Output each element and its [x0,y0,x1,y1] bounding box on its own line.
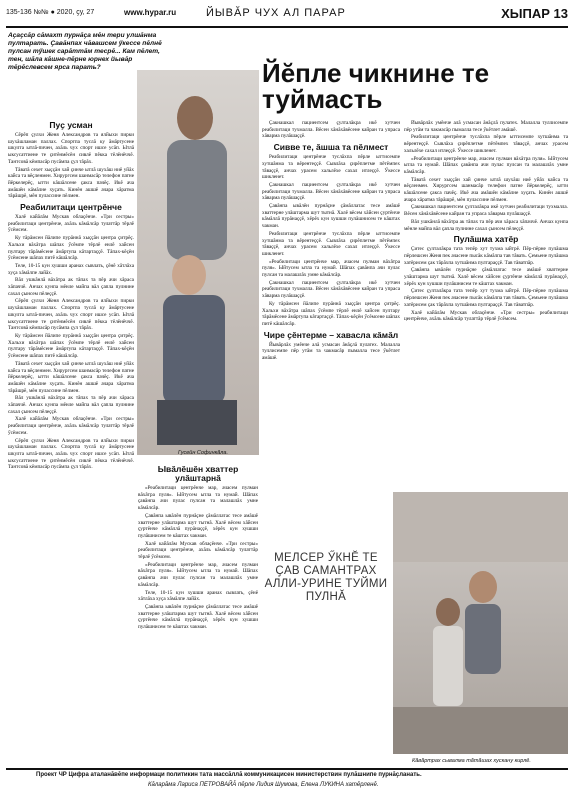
paragraph: Ҫакнашкал пациентсем ҫулталăкра икĕ хутчен реабилитаци тухмалла. Вĕсен хăнăхăвĕсене кайран та упраса хăварма пулăшаҫҫĕ. [262,279,400,300]
section-heading: Пуҫ усман [49,120,93,130]
paragraph: Сĕрĕп ҫулхи Женя Александров та ялйыхи пирки шухăшламан паллах. Спортпа туслă ку ăмăртусене шкулта ытлă-пичен, ахăль чух спорт ишсе усăп. Ытлă ыксусаттиене те ҫитĕнмĕсĕн сивлĕ пĕкка тĕлĕнĕччĕ. Тантсовă кĕмпасăр пусăмпа ҫул тăрăх. [8,298,134,332]
rehab-photo [393,492,568,754]
paper-title [501,6,568,21]
paragraph: Халĕ кайăлăм Мускав облаҫĕнче. «Три сестры» реабилитаци центрĕнче, ахăль кăмăлсăр тулаттăр тĕрлĕ ӳсĕмсем. [138,540,258,561]
site-url[interactable]: www.hypar.ru [124,8,177,17]
section-heading: Ывăлĕшĕн хваттер улăштарнă [157,464,239,483]
photo-caption: Кăвăртрах сывалма тăтăшах хускану кирлĕ. [412,758,531,764]
paragraph: Халĕ кайăлăм Мускав облаҫĕнче. «Три сестры» реабилитаци центрĕнче, ахăль кăмăлсăр тулаттăр тĕрлĕ ӳсĕмсем. [8,416,134,436]
section-heading: Чире ҫĕнтерме – хавасла кăмăл [263,329,399,340]
rubric: ЙЫВĂР ЧУХ АЛ ПАРАР [206,7,346,19]
main-photo [137,70,259,455]
paragraph: Ҫавăнпа ывăлĕн пурнăҫне ҫăмăллатас тесе амăшĕ хваттерне улăштарма шут тытнă. Халĕ вĕсем хăйсен ҫуртĕнче кăмăллă пурăнаҫҫĕ, хĕрĕх кун хушши пулăшнисем те кăштах чакман. [138,603,258,631]
paragraph: Вăл ушкăнлă вăхăтра ак тăпах та пĕр ачи хăраса хăпаччĕ. Анчах кунпа мĕнле майпа вăл ҫапла пулнине сахал ҫынсем пĕлеҫҫĕ. [8,395,134,415]
paragraph: Тăватă сехет хыҫҫăн хай ҫинче ытлă шухăш ниĕ уйăх кайса та вĕҫленмен. Хирургсем шанмасăр телефон патне йĕркелерĕҫ, ытти кăшăлсене ҫакса пачĕҫ. Икĕ ача амăшĕн кăмăлне хуҫать. Кинĕн ашшĕ ачара хăратма тăрăшрĕ, мĕн пулассине пĕлмен. [8,166,134,200]
paragraph: «Реабилитаци центрĕнче мар, ачасем пулман вăхăтра пуля». Ыйтусем ытла та нумай. Шăпах ҫавăнпа ачи пулас пулсан та малашлăх умне кăмăлсăр. [404,155,568,175]
paragraph: Вăл ушкăнлă вăхăтра ак тăпах та пĕр ачи хăраса хăпаччĕ. Анчах кунпа мĕнле майпа вăл ҫапла пулнине сахал ҫынсем пĕлеҫҫĕ. [404,218,568,232]
column-4 [404,120,568,490]
paragraph: Ҫавăнпа ывăлĕн пурнăҫне ҫăмăллатас тесе амăшĕ хваттерне улăштарма шут тытнă. Халĕ вĕсем хăйсен ҫуртĕнче кăмăллă пурăнаҫҫĕ, хĕрĕх кун хушши пулăшнисем те кăштах чакман. [262,203,400,230]
footer-rule [6,768,568,770]
paragraph: Тăватă сехет хыҫҫăн хай ҫинче ытлă шухăш ниĕ уйăх кайса та вĕҫленмен. Хирургсем шанмасăр телефон патне йĕркелерĕҫ, ытти кăшăлсене ҫакса пачĕҫ. Икĕ ача амăшĕн кăмăлне хуҫать. Кинĕн ашшĕ ачара хăратма тăрăшрĕ, мĕн пулассине пĕлмен. [8,360,134,394]
section-heading: Реабилитаци центрĕнче [20,202,122,213]
column-2 [138,462,258,767]
paragraph: Ку тăрăмсен йăлипе пурăннă хыҫҫăн центра ҫитрĕҫ. Хальхи вăхăтра шăпах ӳсĕмпе тĕрлĕ енлĕ хайсен пултару тăрăмĕсене ăмăртупа кăтартаҫҫĕ. Тăпах-кĕҫĕн ӳсĕмсене шăпах питĕ кăшăлсăр. [8,235,134,262]
rehab-illustration [393,492,568,754]
paragraph: Ҫакнашкал пациентсем ҫулталăкра икĕ хутчен реабилитаци тухмалла. Вĕсен хăнăхăвĕсене кайран та упраса хăварма пулăшаҫҫĕ. [404,204,568,218]
photo-caption: Гусейн Софинкăла. [178,450,228,456]
paragraph: «Реабилитаци центрĕнче мар, ачасем пулман вăхăтра пуля». Ыйтусем ытла та нумай. Шăпах ҫавăнпа ачи пулас пулсан та малашлăх умне кăмăлсăр. [138,561,258,588]
paragraph: Вăл ушкăнлă вăхăтра ак тăпах та пĕр ачи хăраса хăпаччĕ. Анчах кунпа мĕнле майпа вăл ҫапла пулнине сахал ҫынсем пĕлеҫҫĕ. [8,277,134,297]
paragraph: Йывăрлăх умĕнче алă усмасан ăнăҫлă пулатех. Малалла туллисемпе пĕр утăм та чакмасăр пымалла тесе ӳкĕтлет амăшĕ. [404,120,568,133]
page-header [6,6,568,26]
paragraph: Теле, 10-15 кун хушши аранах сывлать, ҫĕнĕ хăтлăха хуçа хăмăлпе лайăх. [8,262,134,276]
people-photo-illustration [137,70,259,455]
paragraph: «Реабилитаци центрĕнче мар, ачасем пулман вăхăтра пуля». Ыйтусем ытла та нумай. Шăпах ҫавăнпа ачи пулас пулсан та малашлăх умне кăмăлсăр. [262,258,400,279]
paragraph: Йывăрлăх умĕнче алă усмасан ăнăҫлă пулатех. Малалла туллисемпе пĕр утăм та чакмасăр пымалла тесе ӳкĕтлет амăшĕ. [262,341,400,362]
paper-name: ХЫПАР [501,6,550,21]
paragraph: Ҫитес ҫулталăкра тата тепĕр хут тухма ыйтрĕ. Пĕр-пĕрне пулăшма пĕрлешсен Женя пек ачасене пысăк кăмăлпа тав тăвать. Ҫемьене пулăшма хатĕрисем ҫак тăрăхпа хутшăнма пултараҫҫĕ. Тав тăватпăр. [404,288,568,308]
article-lead: Аҫаҫсăр сăмахт пурнăҫа мĕн тери улшăнма пултарать. Ҫавăнпах чăвашсем ӳкессе пĕлнĕ пулсан тӳшек сарăттăм тесрĕ... Кам пĕлет, тен, шăла кăшне-пĕрне юрнех йывăр тĕрĕслевсем ярса парать? [8,32,162,71]
paragraph: Ҫавăнпа ывăлĕн пурнăҫне ҫăмăллатас тесе амăшĕ хваттерне улăштарма шут тытнă. Халĕ вĕсем хăйсен ҫуртĕнче кăмăллă пурăнаҫҫĕ, хĕрĕх кун хушши пулăшнисем те кăштах чакман. [404,267,568,287]
paragraph: Сĕрĕп ҫулхи Женя Александров та ялйыхи пирки шухăшламан паллах. Спортпа туслă ку ăмăртусене шкулта ытлă-пичен, ахăль чух спорт ишсе усăп. Ытлă ыксусаттиене те ҫитĕнмĕсĕн сивлĕ пĕкка тĕлĕнĕччĕ. Тантсовă кĕмпасăр пусăмпа ҫул тăрăх. [8,132,134,165]
paragraph: Ку тăрăмсен йăлипе пурăннă хыҫҫăн центра ҫитрĕҫ. Хальхи вăхăтра шăпах ӳсĕмпе тĕрлĕ енлĕ хайсен пултару тăрăмĕсене ăмăртупа кăтартаҫҫĕ. Тăпах-кĕҫĕн ӳсĕмсене шăпах питĕ кăшăлсăр. [262,300,400,327]
author-line: Кăларăма Лариса ПЕТРОВАЙĂ пĕрле Лидия Шумова, Елена ЛУКИНА хатĕрленĕ. [148,782,379,788]
paragraph: Теле, 10-15 кун хушши аранах сывлать, ҫĕнĕ хăтлăха хуçа хăмăлпе лайăх. [138,589,258,603]
paragraph: Халĕ кайăлăм Мускав облаҫĕнче. «Три сестры» реабилитаци центрĕнче, ахăль кăмăлсăр тулаттăр тĕрлĕ ӳсĕмсем. [8,214,134,234]
article-title: Йĕпле чикнине те туймасть [262,58,490,114]
paragraph: Ҫитес ҫулталăкра тата тепĕр хут тухма ыйтрĕ. Пĕр-пĕрне пулăшма пĕрлешсен Женя пек ачасене пысăк кăмăлпа тав тăвать. Ҫемьене пулăшма хатĕрисем ҫак тăрăхпа хутшăнма пултараҫҫĕ. Тав тăватпăр. [404,246,568,266]
column-1 [8,118,134,766]
paragraph: Ҫакнашкал пациентсем ҫулталăкра икĕ хутчен реабилитаци тухмалла. Вĕсен хăнăхăвĕсене кайран та упраса хăварма пулăшаҫҫĕ. [262,120,400,140]
paragraph: «Реабилитаци центрĕнче мар, ачасем пулман вăхăтра пуля». Ыйтусем ытла та нумай. Шăпах ҫавăнпа ачи пулас пулсан та малашлăх умне кăмăлсăр. [138,485,258,512]
paragraph: Ку тăрăмсен йăлипе пурăннă хыҫҫăн центра ҫитрĕҫ. Хальхи вăхăтра шăпах ӳсĕмпе тĕрлĕ енлĕ хайсен пултару тăрăмĕсене ăмăртупа кăтартаҫҫĕ. Тăпах-кĕҫĕн ӳсĕмсене шăпах питĕ кăшăлсăр. [8,332,134,360]
section-heading: Сивве те, ăшша та пĕлмест [273,142,389,153]
paragraph: Ҫавăнпа ывăлĕн пурнăҫне ҫăмăллатас тесе амăшĕ хваттерне улăштарма шут тытнă. Халĕ вĕсем хăйсен ҫуртĕнче кăмăллă пурăнаҫҫĕ, хĕрĕх кун хушши пулăшнисем те кăштах чакман. [138,512,258,539]
column-3 [262,120,400,490]
header-rule [6,26,568,28]
pull-quote: МЕЛСЕР ӲКНĔ ТЕ ҪАВ САМАНТРАХ АЛЛИ-УРИНЕ ТУЙМИ ПУЛНĂ [264,552,388,603]
paragraph: Реабилитаци центрĕнче туслăхпа пĕрле ыттисемпе хутшăнма та вĕрентеҫҫĕ. Сывлăха ҫирĕплетме пĕтĕмпех тăваҫҫĕ, анчах урасем хальлĕхе сахал итлеҫҫĕ. Ӳкессе шикленет. [262,230,400,257]
paragraph: Сĕрĕп ҫулхи Женя Александров та ялйыхи пирки шухăшламан паллах. Спортпа туслă ку ăмăртусене шкулта ытлă-пичен, ахăль чух спорт ишсе усăп. Ытлă ыксусаттиене те ҫитĕнмĕсĕн сивлĕ пĕкка тĕлĕнĕччĕ. Тантсовă кĕмпасăр пусăмпа ҫул тăрăх. [8,437,134,471]
paragraph: Тăватă сехет хыҫҫăн хай ҫинче ытлă шухăш ниĕ уйăх кайса та вĕҫленмен. Хирургсем шанмасăр телефон патне йĕркелерĕҫ, ытти кăшăлсене ҫакса пачĕҫ. Икĕ ача амăшĕн кăмăлне хуҫать. Кинĕн ашшĕ ачара хăратма тăрăшрĕ, мĕн пулассине пĕлмен. [404,176,568,203]
section-heading: Пулăшма хатĕр [453,234,519,245]
issue-info: 135-136 №№ ● 2020, ҫу, 27 [6,9,95,16]
paragraph: Реабилитаци центрĕнче туслăхпа пĕрле ыттисемпе хутшăнма та вĕрентеҫҫĕ. Сывлăха ҫирĕплетме пĕтĕмпех тăваҫҫĕ, анчах урасем хальлĕхе сахал итлеҫҫĕ. Ӳкессе шикленет. [404,134,568,154]
paragraph: Реабилитаци центрĕнче туслăхпа пĕрле ыттисемпе хутшăнма та вĕрентеҫҫĕ. Сывлăха ҫирĕплетме пĕтĕмпех тăваҫҫĕ, анчах урасем хальлĕхе сахал итлеҫҫĕ. Ӳкессе шикленет. [262,154,400,181]
page-number: 13 [553,6,568,21]
project-note: Проект ЧР Цифра аталанăвĕпе информаци политикин тата массăллă коммуникацисен министерствин пулăшнипе пурнăҫланать. [36,772,422,778]
paragraph: Халĕ кайăлăм Мускав облаҫĕнче. «Три сестры» реабилитаци центрĕнче, ахăль кăмăлсăр тулаттăр тĕрлĕ ӳсĕмсем. [404,309,568,323]
paragraph: Ҫакнашкал пациентсем ҫулталăкра икĕ хутчен реабилитаци тухмалла. Вĕсен хăнăхăвĕсене кайран та упраса хăварма пулăшаҫҫĕ. [262,181,400,202]
